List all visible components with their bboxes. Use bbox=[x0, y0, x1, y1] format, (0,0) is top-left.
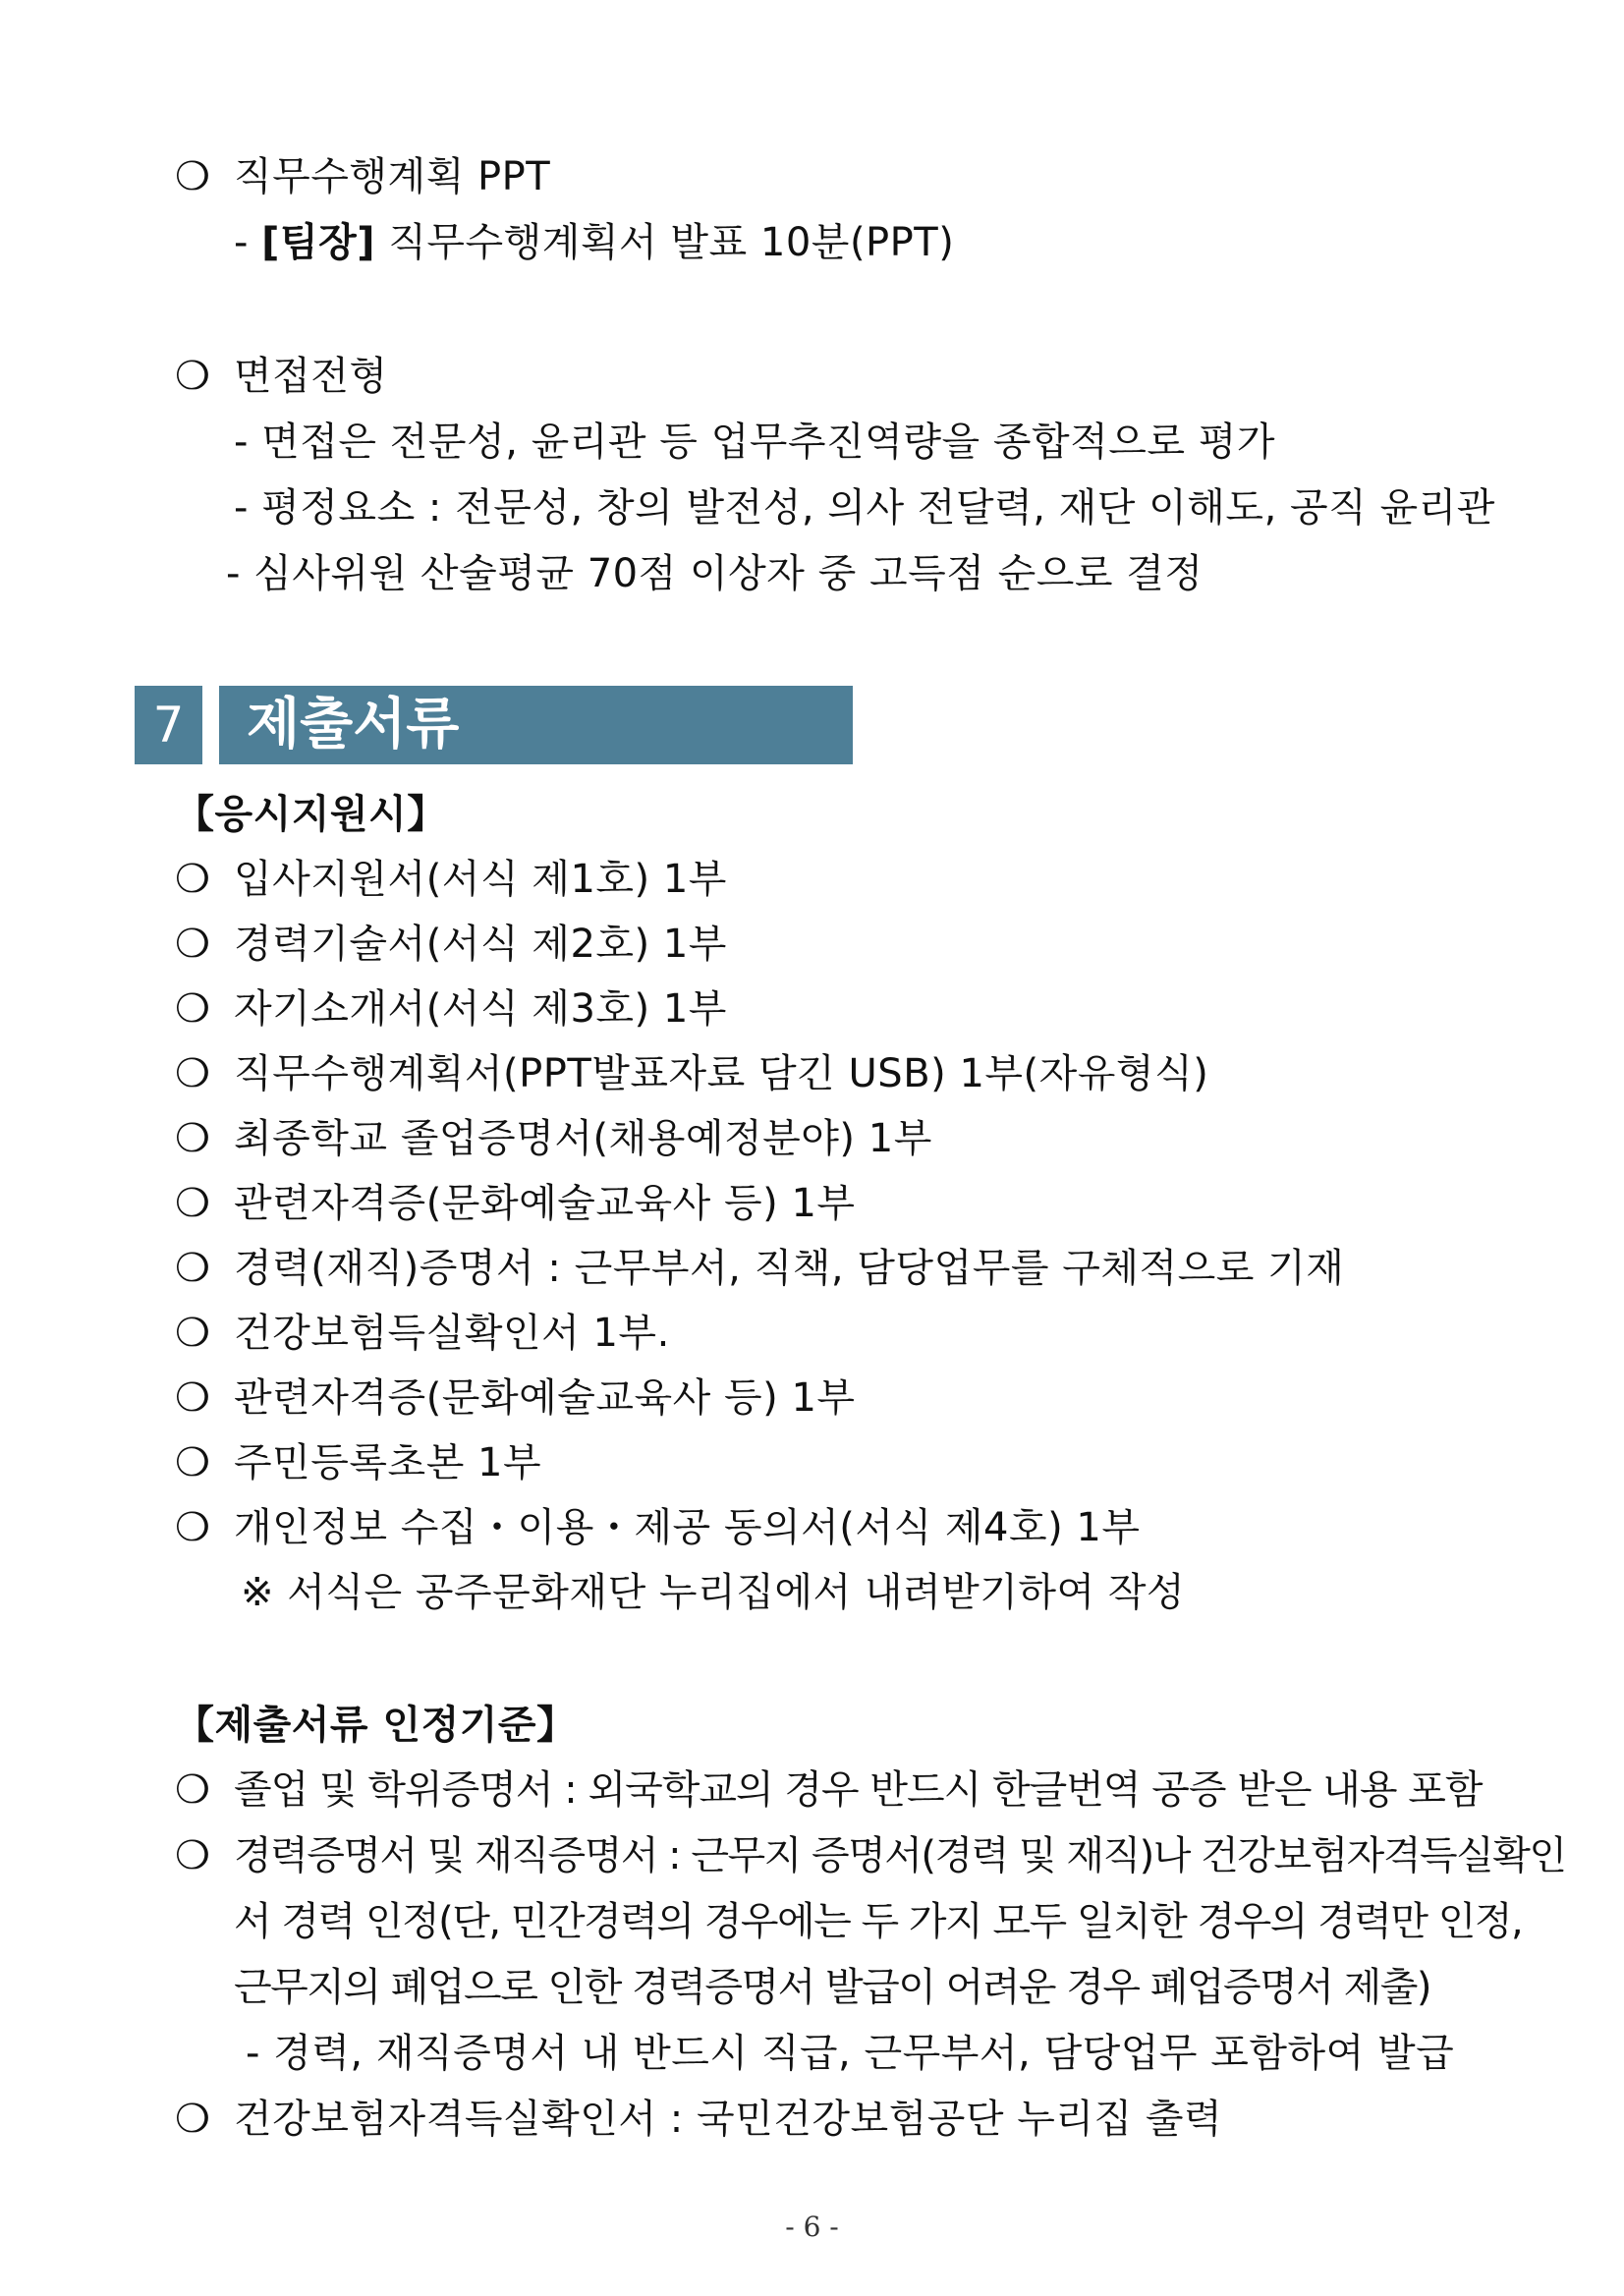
circle-bullet-icon: ❍ bbox=[175, 922, 211, 967]
apply-item-text: 자기소개서(서식 제3호) 1부 bbox=[234, 986, 727, 1032]
circle-bullet-icon: ❍ bbox=[175, 1246, 211, 1291]
circle-bullet-icon: ❍ bbox=[175, 2097, 211, 2142]
apply-item-text: 개인정보 수집・이용・제공 동의서(서식 제4호) 1부 bbox=[234, 1505, 1141, 1550]
criteria-item-text: 졸업 및 학위증명서 : 외국학교의 경우 반드시 한글번역 공증 받은 내용 포함 bbox=[234, 1767, 1483, 1813]
apply-item-text: 경력(재직)증명서 : 근무부서, 직책, 담당업무를 구체적으로 기재 bbox=[234, 1246, 1345, 1291]
circle-bullet-icon: ❍ bbox=[175, 154, 211, 199]
apply-item bbox=[175, 1110, 932, 1167]
criteria-heading: 【제출서류 인정기준】 bbox=[175, 1703, 577, 1748]
apply-note: ※ 서식은 공주문화재단 누리집에서 내려받기하여 작성 bbox=[241, 1570, 1186, 1615]
ppt-item bbox=[234, 214, 954, 271]
interview-title: 면접전형 bbox=[234, 354, 388, 399]
apply-item-text: 관련자격증(문화예술교육사 등) 1부 bbox=[234, 1375, 856, 1421]
circle-bullet-icon: ❍ bbox=[175, 1051, 211, 1096]
criteria-item-2-cont: 근무지의 폐업으로 인한 경력증명서 발급이 어려운 경우 폐업증명서 제출) bbox=[234, 1965, 1431, 2010]
circle-bullet-icon: ❍ bbox=[175, 1767, 209, 1813]
apply-item-text: 직무수행계획서(PPT발표자료 담긴 USB) 1부(자유형식) bbox=[234, 1051, 1209, 1096]
criteria-item-2-sub: - 경력, 재직증명서 내 반드시 직급, 근무부서, 담당업무 포함하여 발급 bbox=[246, 2031, 1455, 2076]
apply-item-text: 건강보험득실확인서 1부. bbox=[234, 1311, 670, 1356]
ppt-item-text: 직무수행계획서 발표 10분(PPT) bbox=[375, 220, 955, 265]
apply-item bbox=[175, 1045, 1208, 1102]
criteria-item-2-cont: 서 경력 인정(단, 민간경력의 경우에는 두 가지 모두 일치한 경우의 경력만 인정, bbox=[234, 1899, 1523, 1944]
apply-item-text: 관련자격증(문화예술교육사 등) 1부 bbox=[234, 1181, 856, 1226]
circle-bullet-icon: ❍ bbox=[175, 1505, 211, 1550]
apply-item bbox=[175, 1434, 541, 1491]
apply-item-text: 입사지원서(서식 제1호) 1부 bbox=[234, 857, 727, 902]
dash: - bbox=[234, 220, 262, 265]
interview-item-1: - 면접은 전문성, 윤리관 등 업무추진역량을 종합적으로 평가 bbox=[234, 420, 1276, 465]
criteria-item-3 bbox=[175, 2091, 1222, 2148]
circle-bullet-icon: ❍ bbox=[175, 1181, 211, 1226]
section-title: 제출서류 bbox=[219, 686, 853, 764]
circle-bullet-icon: ❍ bbox=[175, 857, 211, 902]
apply-item bbox=[175, 1305, 670, 1362]
apply-item bbox=[175, 1175, 856, 1232]
page-number: - 6 - bbox=[785, 2211, 839, 2243]
interview-item-2: - 평정요소 : 전문성, 창의 발전성, 의사 전달력, 재단 이해도, 공직 윤리관 bbox=[234, 485, 1495, 531]
circle-bullet-icon: ❍ bbox=[175, 1440, 211, 1485]
interview-item-3: - 심사위원 산술평균 70점 이상자 중 고득점 순으로 결정 bbox=[226, 551, 1204, 596]
apply-heading: 【응시지원시】 bbox=[175, 792, 447, 837]
circle-bullet-icon: ❍ bbox=[175, 1116, 211, 1161]
apply-item-text: 경력기술서(서식 제2호) 1부 bbox=[234, 922, 727, 967]
ppt-heading bbox=[175, 148, 550, 205]
circle-bullet-icon: ❍ bbox=[175, 1833, 209, 1878]
ppt-title: 직무수행계획 PPT bbox=[234, 154, 551, 199]
criteria-item-text: 건강보험자격득실확인서 : 국민건강보험공단 누리집 출력 bbox=[234, 2097, 1223, 2142]
apply-item bbox=[175, 851, 727, 908]
apply-item-text: 최종학교 졸업증명서(채용예정분야) 1부 bbox=[234, 1116, 932, 1161]
circle-bullet-icon: ❍ bbox=[175, 986, 211, 1032]
apply-item bbox=[175, 980, 727, 1037]
apply-item bbox=[175, 1370, 856, 1427]
section-number: 7 bbox=[135, 686, 202, 764]
circle-bullet-icon: ❍ bbox=[175, 1375, 211, 1421]
team-leader-label: [팀장] bbox=[261, 220, 375, 265]
circle-bullet-icon: ❍ bbox=[175, 1311, 211, 1356]
interview-heading bbox=[175, 348, 388, 405]
apply-item bbox=[175, 916, 727, 973]
apply-item-text: 주민등록초본 1부 bbox=[234, 1440, 542, 1485]
criteria-item-1 bbox=[175, 1762, 1483, 1819]
apply-item bbox=[175, 1240, 1344, 1297]
circle-bullet-icon: ❍ bbox=[175, 354, 211, 399]
criteria-item-2 bbox=[175, 1827, 1566, 1884]
criteria-item-text: 경력증명서 및 재직증명서 : 근무지 증명서(경력 및 재직)나 건강보험자격득실확인 bbox=[234, 1833, 1566, 1878]
apply-item bbox=[175, 1499, 1141, 1556]
